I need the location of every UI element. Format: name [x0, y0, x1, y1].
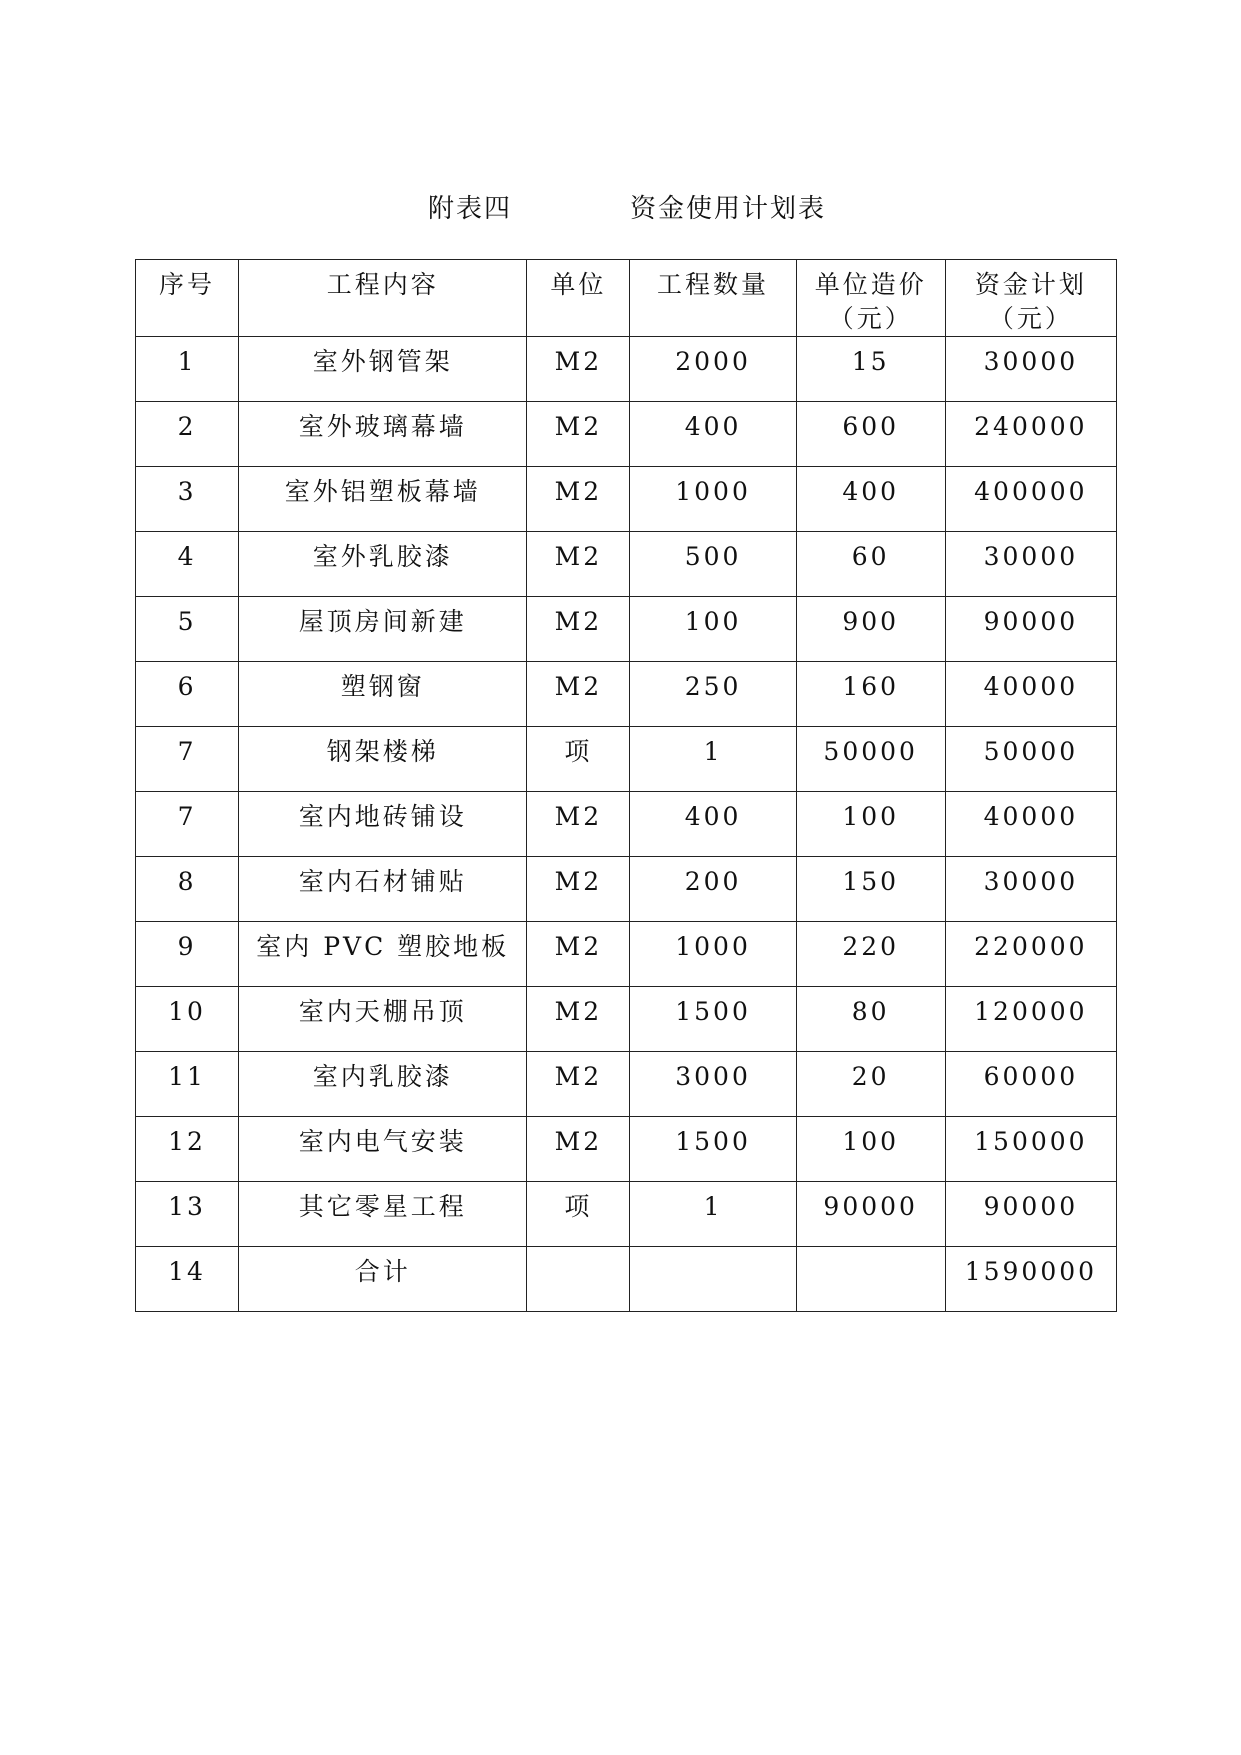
cell-item: 室外钢管架: [239, 337, 527, 402]
column-header-item: [239, 260, 527, 337]
table-row: [136, 597, 1117, 662]
cell-no: 7: [136, 792, 239, 857]
cell-item: 钢架楼梯: [239, 727, 527, 792]
cell-no: 10: [136, 987, 239, 1052]
table-row: [136, 532, 1117, 597]
table-row: [136, 1182, 1117, 1247]
cell-unit: M2: [527, 467, 630, 532]
cell-unit-price: 15: [796, 337, 945, 402]
cell-fund-plan: 120000: [945, 987, 1116, 1052]
table-row: [136, 727, 1117, 792]
appendix-label: 附表四: [428, 194, 513, 224]
cell-no: 9: [136, 922, 239, 987]
cell-unit-price: 160: [796, 662, 945, 727]
cell-quantity: 1: [630, 727, 796, 792]
cell-quantity: 1: [630, 1182, 796, 1247]
cell-unit-price: 900: [796, 597, 945, 662]
cell-no: 5: [136, 597, 239, 662]
cell-unit: M2: [527, 792, 630, 857]
table-row: [136, 402, 1117, 467]
cell-unit: M2: [527, 402, 630, 467]
cell-item: 屋顶房间新建: [239, 597, 527, 662]
cell-fund-plan: 40000: [945, 662, 1116, 727]
cell-fund-plan: 50000: [945, 727, 1116, 792]
table-row: [136, 792, 1117, 857]
table-row: [136, 1117, 1117, 1182]
column-header-unit-price-line1: 单位造价: [814, 270, 927, 299]
cell-unit-price: 100: [796, 792, 945, 857]
table-row: [136, 1247, 1117, 1312]
cell-quantity: 1500: [630, 1117, 796, 1182]
cell-unit: M2: [527, 337, 630, 402]
cell-item: 塑钢窗: [239, 662, 527, 727]
cell-unit: M2: [527, 662, 630, 727]
cell-quantity: 400: [630, 402, 796, 467]
cell-item: 室外乳胶漆: [239, 532, 527, 597]
column-header-item-line1: 工程内容: [326, 270, 439, 299]
cell-item: 室外铝塑板幕墙: [239, 467, 527, 532]
table-header-row: [136, 260, 1117, 337]
cell-unit: M2: [527, 1052, 630, 1117]
column-header-unit-line1: 单位: [550, 270, 607, 299]
cell-unit: M2: [527, 987, 630, 1052]
cell-item: 室内电气安装: [239, 1117, 527, 1182]
cell-no: 8: [136, 857, 239, 922]
column-header-quantity: [630, 260, 796, 337]
column-header-fund-plan: [945, 260, 1116, 337]
table-row: [136, 1052, 1117, 1117]
cell-unit: [527, 1247, 630, 1312]
cell-quantity: 250: [630, 662, 796, 727]
cell-item: 合计: [239, 1247, 527, 1312]
cell-quantity: 400: [630, 792, 796, 857]
cell-unit-price: 90000: [796, 1182, 945, 1247]
table-row: [136, 987, 1117, 1052]
cell-unit: M2: [527, 1117, 630, 1182]
cell-no: 11: [136, 1052, 239, 1117]
fund-plan-table: [135, 259, 1117, 1312]
table-row: [136, 922, 1117, 987]
cell-unit-price: 100: [796, 1117, 945, 1182]
cell-no: 3: [136, 467, 239, 532]
cell-unit-price: 600: [796, 402, 945, 467]
cell-no: 6: [136, 662, 239, 727]
page-title: 资金使用计划表: [630, 194, 827, 224]
cell-quantity: [630, 1247, 796, 1312]
cell-fund-plan: 90000: [945, 1182, 1116, 1247]
cell-fund-plan: 30000: [945, 337, 1116, 402]
cell-unit-price: 50000: [796, 727, 945, 792]
cell-unit-price: 80: [796, 987, 945, 1052]
table-row: [136, 857, 1117, 922]
cell-quantity: 3000: [630, 1052, 796, 1117]
cell-unit-price: [796, 1247, 945, 1312]
cell-fund-plan: 400000: [945, 467, 1116, 532]
cell-unit: 项: [527, 1182, 630, 1247]
cell-item: 室内地砖铺设: [239, 792, 527, 857]
cell-no: 4: [136, 532, 239, 597]
cell-item: 室内石材铺贴: [239, 857, 527, 922]
cell-item: 其它零星工程: [239, 1182, 527, 1247]
cell-fund-plan: 150000: [945, 1117, 1116, 1182]
column-header-quantity-line1: 工程数量: [657, 270, 770, 299]
cell-quantity: 500: [630, 532, 796, 597]
cell-fund-plan: 1590000: [945, 1247, 1116, 1312]
table-row: [136, 662, 1117, 727]
table-row: [136, 467, 1117, 532]
cell-item: 室内 PVC 塑胶地板: [239, 922, 527, 987]
cell-unit-price: 20: [796, 1052, 945, 1117]
cell-no: 12: [136, 1117, 239, 1182]
column-header-unit-price-line2: （元）: [828, 304, 913, 333]
cell-unit: 项: [527, 727, 630, 792]
cell-no: 2: [136, 402, 239, 467]
cell-no: 13: [136, 1182, 239, 1247]
cell-unit: M2: [527, 857, 630, 922]
cell-quantity: 100: [630, 597, 796, 662]
cell-item: 室外玻璃幕墙: [239, 402, 527, 467]
cell-no: 7: [136, 727, 239, 792]
cell-unit-price: 150: [796, 857, 945, 922]
cell-unit-price: 60: [796, 532, 945, 597]
cell-fund-plan: 240000: [945, 402, 1116, 467]
cell-fund-plan: 30000: [945, 857, 1116, 922]
cell-item: 室内乳胶漆: [239, 1052, 527, 1117]
column-header-no-line1: 序号: [159, 270, 216, 299]
cell-quantity: 200: [630, 857, 796, 922]
cell-quantity: 1000: [630, 467, 796, 532]
column-header-no: [136, 260, 239, 337]
cell-item: 室内天棚吊顶: [239, 987, 527, 1052]
cell-unit-price: 220: [796, 922, 945, 987]
cell-fund-plan: 40000: [945, 792, 1116, 857]
cell-quantity: 1000: [630, 922, 796, 987]
cell-unit-price: 400: [796, 467, 945, 532]
cell-no: 1: [136, 337, 239, 402]
table-row: [136, 337, 1117, 402]
cell-unit: M2: [527, 922, 630, 987]
cell-unit: M2: [527, 597, 630, 662]
cell-quantity: 2000: [630, 337, 796, 402]
cell-unit: M2: [527, 532, 630, 597]
cell-fund-plan: 90000: [945, 597, 1116, 662]
column-header-unit: [527, 260, 630, 337]
cell-fund-plan: 60000: [945, 1052, 1116, 1117]
cell-no: 14: [136, 1247, 239, 1312]
cell-quantity: 1500: [630, 987, 796, 1052]
column-header-unit-price: [796, 260, 945, 337]
column-header-fund-plan-line2: （元）: [988, 304, 1073, 333]
cell-fund-plan: 30000: [945, 532, 1116, 597]
column-header-fund-plan-line1: 资金计划: [974, 270, 1087, 299]
cell-fund-plan: 220000: [945, 922, 1116, 987]
